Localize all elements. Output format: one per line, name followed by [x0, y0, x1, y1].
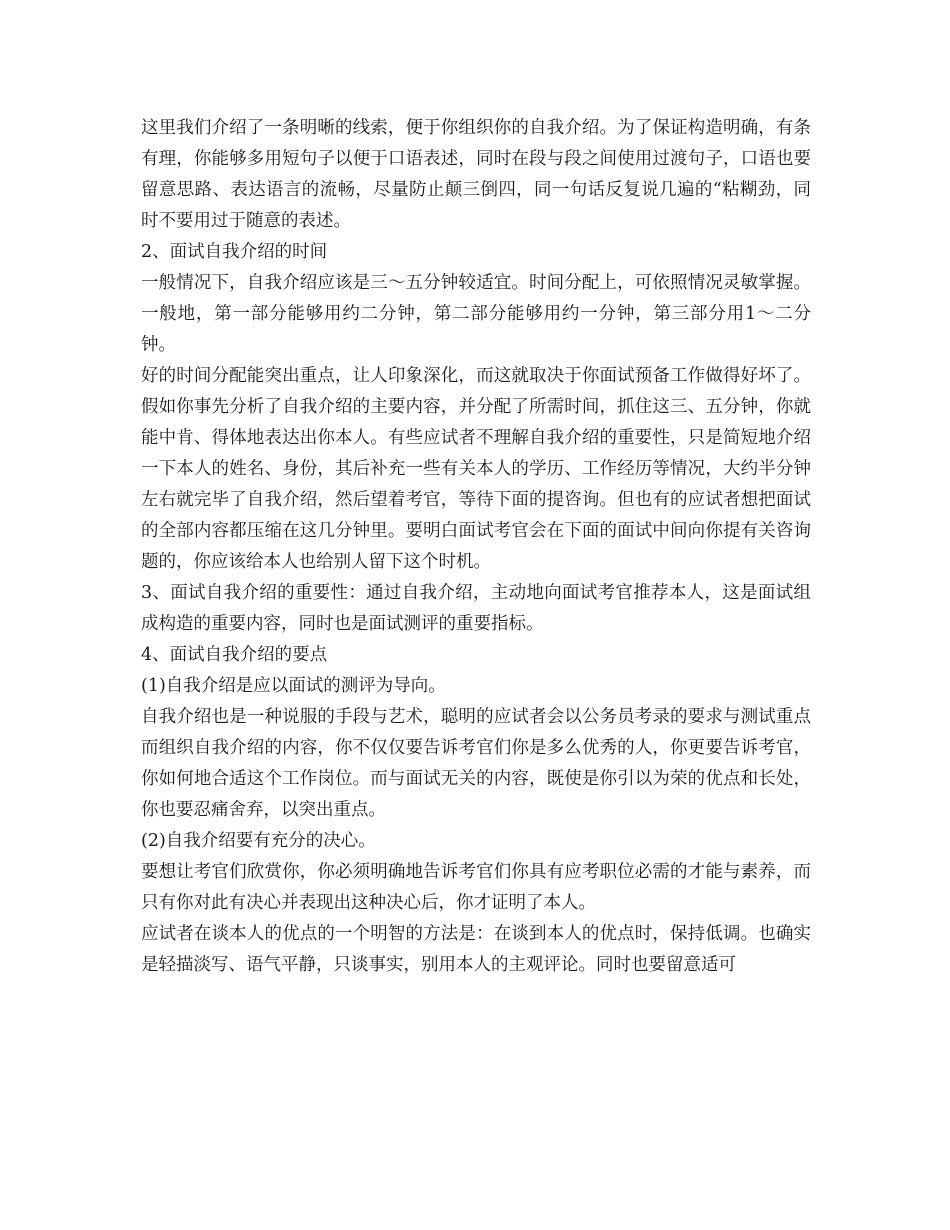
paragraph-time-allocation: 一般情况下，自我介绍应该是三～五分钟较适宜。时间分配上，可依照情况灵敏掌握。一般地，第一部分能够用约二分钟，第二部分能够用约一分钟，第三部分用1～二分钟。 — [141, 273, 811, 355]
subheading-point-1: (1)自我介绍是应以面试的测评为导向。 — [141, 676, 446, 696]
paragraph-point-1: 自我介绍也是一种说服的手段与艺术，聪明的应试者会以公务员考录的要求与测试重点而组织自我介绍的内容，你不仅仅要告诉考官们你是多么优秀的人，你更要告诉考官，你如何地合适这个工作岗位。而与面试无关的内容，既使是你引以为荣的优点和长处，你也要忍痛舍弃，以突出重点。 — [141, 707, 811, 820]
paragraph-time-emphasis: 好的时间分配能突出重点，让人印象深化，而这就取决于你面试预备工作做得好坏了。假如你事先分析了自我介绍的主要内容，并分配了所需时间，抓住这三、五分钟，你就能中肯、得体地表达出你本人。有些应试者不理解自我介绍的重要性，只是简短地介绍一下本人的姓名、身份，其后补充一些有关本人的学历、工作经历等情况，大约半分钟左右就完毕了自我介绍，然后望着考官，等待下面的提咨询。但也有的应试者想把面试的全部内容都压缩在这几分钟里。要明白面试考官会在下面的面试中间向你提有关咨询题的，你应该给本人也给别人留下这个时机。 — [141, 366, 811, 572]
paragraph-point-2a: 要想让考官们欣赏你，你必须明确地告诉考官们你具有应考职位必需的才能与素养，而只有你对此有决心并表现出这种决心后，你才证明了本人。 — [141, 862, 811, 913]
paragraph-importance: 3、面试自我介绍的重要性：通过自我介绍，主动地向面试考官推荐本人，这是面试组成构造的重要内容，同时也是面试测评的重要指标。 — [141, 583, 811, 634]
heading-interview-time: 2、面试自我介绍的时间 — [141, 242, 328, 262]
heading-key-points: 4、面试自我介绍的要点 — [141, 645, 328, 665]
document-body — [141, 113, 811, 981]
paragraph-intro-clue: 这里我们介绍了一条明晰的线索，便于你组织你的自我介绍。为了保证构造明确，有条有理，你能够多用短句子以便于口语表述，同时在段与段之间使用过渡句子，口语也要留意思路、表达语言的流畅，尽量防止颠三倒四，同一句话反复说几遍的“粘糊劲，同时不要用过于随意的表述。 — [141, 118, 811, 231]
subheading-point-2: (2)自我介绍要有充分的决心。 — [141, 831, 376, 851]
paragraph-point-2b: 应试者在谈本人的优点的一个明智的方法是：在谈到本人的优点时，保持低调。也确实是轻描淡写、语气平静，只谈事实，别用本人的主观评论。同时也要留意适可 — [141, 924, 811, 975]
